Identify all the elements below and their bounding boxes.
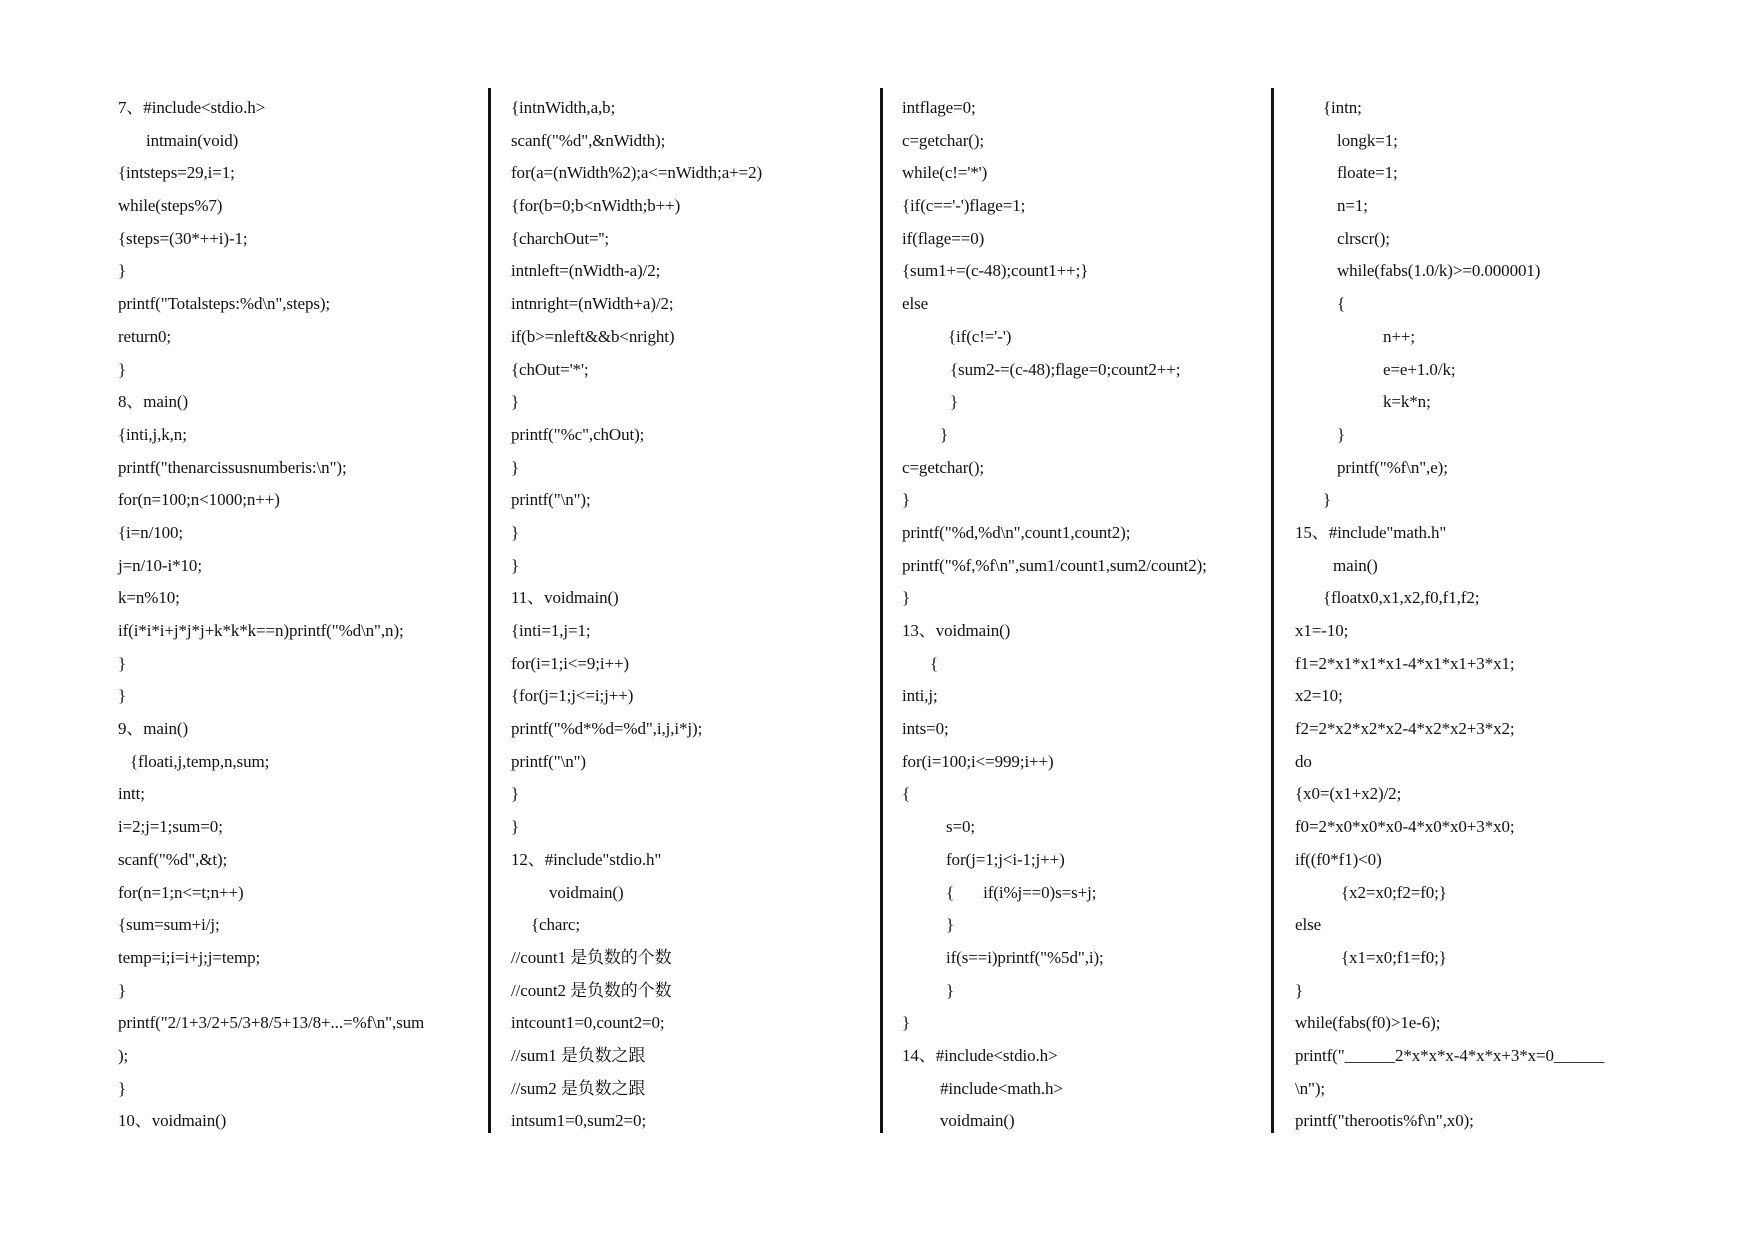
code-line: {sum1+=(c-48);count1++;} (902, 261, 1089, 281)
code-line: #include<math.h> (940, 1078, 1063, 1098)
code-line: } (950, 392, 959, 412)
code-line: {x1=x0;f1=f0;} (1341, 947, 1447, 967)
code-line: {steps=(30*++i)-1; (118, 228, 248, 248)
code-line: } (902, 1013, 911, 1033)
code-line: 7、#include<stdio.h> (118, 98, 266, 117)
code-line: for(i=100;i<=999;i++) (902, 751, 1054, 771)
code-line: {inti,j,k,n; (118, 424, 187, 444)
code-line: } (511, 522, 520, 542)
code-line: } (946, 980, 955, 1000)
code-line: 10、voidmain() (118, 1111, 227, 1131)
code-line: //count2 是负数的个数 (511, 980, 672, 1000)
code-line: } (511, 392, 520, 412)
code-line: printf("%c",chOut); (511, 424, 645, 444)
code-line: n=1; (1337, 196, 1368, 216)
code-line: } (118, 261, 127, 281)
code-line: 13、voidmain() (902, 621, 1011, 640)
code-line: else (902, 294, 929, 314)
code-line: printf("______2*x*x*x-4*x*x+3*x=0______ (1295, 1045, 1605, 1065)
code-line: printf("therootis%f\n",x0); (1295, 1111, 1474, 1131)
code-line: for(j=1;j<i-1;j++) (946, 849, 1065, 869)
code-line: for(n=100;n<1000;n++) (118, 490, 280, 510)
code-line: x2=10; (1295, 686, 1343, 706)
code-line: \n"); (1295, 1078, 1326, 1098)
code-line: return0; (118, 326, 172, 346)
code-line: 11、voidmain() (511, 588, 619, 608)
code-line: scanf("%d",&t); (118, 849, 228, 869)
code-line: 12、#include"stdio.h" (511, 849, 662, 869)
code-line: {floatx0,x1,x2,f0,f1,f2; (1323, 588, 1480, 608)
column-divider (1271, 88, 1274, 1133)
code-line: ints=0; (902, 719, 949, 739)
code-line: //sum1 是负数之跟 (511, 1045, 646, 1065)
code-line: {floati,j,temp,n,sum; (130, 751, 270, 771)
code-line: k=k*n; (1383, 392, 1431, 412)
code-line: {sum=sum+i/j; (118, 915, 220, 935)
code-line: {for(b=0;b<nWidth;b++) (511, 196, 681, 216)
code-line: n++; (1383, 326, 1415, 346)
code-line: intflage=0; (902, 98, 976, 117)
code-line: i=2;j=1;sum=0; (118, 817, 223, 837)
code-line: clrscr(); (1337, 228, 1390, 248)
code-column-4 (1295, 92, 1685, 1132)
code-line: { (1337, 294, 1346, 314)
code-line: else (1295, 915, 1322, 935)
code-line: for(a=(nWidth%2);a<=nWidth;a+=2) (511, 163, 763, 183)
code-line: //sum2 是负数之跟 (511, 1078, 646, 1098)
code-line: { (930, 653, 939, 673)
code-line: e=e+1.0/k; (1383, 359, 1456, 379)
code-line: {x0=(x1+x2)/2; (1295, 784, 1402, 804)
code-line: if(s==i)printf("%5d",i); (946, 947, 1104, 967)
code-line: for(n=1;n<=t;n++) (118, 882, 244, 902)
code-line: } (118, 1078, 127, 1098)
code-line: printf("\n") (511, 751, 586, 771)
code-line: for(i=1;i<=9;i++) (511, 653, 629, 673)
code-line: if((f0*f1)<0) (1295, 849, 1382, 869)
code-line: intmain(void) (146, 130, 239, 150)
code-line: { (902, 784, 911, 804)
column-divider (880, 88, 883, 1133)
code-line: c=getchar(); (902, 457, 984, 477)
code-line: printf("%d*%d=%d",i,j,i*j); (511, 719, 703, 739)
code-line: {chOut='*'; (511, 359, 589, 379)
code-line: s=0; (946, 817, 976, 837)
code-line: } (118, 980, 127, 1000)
code-line: } (511, 784, 520, 804)
code-line: j=n/10-i*10; (118, 555, 202, 575)
code-column-1 (118, 92, 490, 1132)
code-line: if(b>=nleft&&b<nright) (511, 326, 675, 346)
code-line: intnright=(nWidth+a)/2; (511, 294, 674, 314)
code-line: 14、#include<stdio.h> (902, 1045, 1058, 1065)
code-line: 8、main() (118, 392, 189, 412)
code-line: 15、#include"math.h" (1295, 522, 1447, 542)
code-line: } (118, 686, 127, 706)
code-line: f2=2*x2*x2*x2-4*x2*x2+3*x2; (1295, 719, 1515, 739)
code-line: scanf("%d",&nWidth); (511, 130, 666, 150)
code-line: {for(j=1;j<=i;j++) (511, 686, 634, 706)
code-line: intcount1=0,count2=0; (511, 1013, 665, 1033)
code-line: //count1 是负数的个数 (511, 947, 672, 967)
code-line: while(steps%7) (118, 196, 223, 216)
code-column-2 (511, 92, 883, 1132)
code-line: } (1323, 490, 1332, 510)
code-line: } (118, 653, 127, 673)
code-line: {sum2-=(c-48);flage=0;count2++; (950, 359, 1181, 379)
code-line: {intn; (1323, 98, 1362, 117)
code-line: {intnWidth,a,b; (511, 98, 616, 117)
code-line: } (118, 359, 127, 379)
code-line: inti,j; (902, 686, 938, 706)
code-line: printf("%f,%f\n",sum1/count1,sum2/count2); (902, 555, 1207, 575)
code-line: {charc; (531, 915, 580, 935)
code-line: printf("%d,%d\n",count1,count2); (902, 522, 1131, 542)
code-line: f0=2*x0*x0*x0-4*x0*x0+3*x0; (1295, 817, 1515, 837)
code-line: intt; (118, 784, 145, 804)
code-line: {if(c!='-') (948, 326, 1012, 346)
code-line: intnleft=(nWidth-a)/2; (511, 261, 661, 281)
code-line: temp=i;i=i+j;j=temp; (118, 947, 261, 967)
code-line: do (1295, 751, 1312, 771)
code-line: } (511, 457, 520, 477)
code-line: c=getchar(); (902, 130, 984, 150)
code-line: floate=1; (1337, 163, 1398, 183)
code-line: f1=2*x1*x1*x1-4*x1*x1+3*x1; (1295, 653, 1515, 673)
code-line: {if(c=='-')flage=1; (902, 196, 1026, 216)
column-divider (488, 88, 491, 1133)
code-line: ); (118, 1045, 129, 1065)
code-line: } (511, 817, 520, 837)
code-line: {charchOut=''; (511, 228, 609, 248)
code-line: {intsteps=29,i=1; (118, 163, 235, 183)
code-line: printf("\n"); (511, 490, 591, 510)
code-line: {i=n/100; (118, 522, 184, 542)
code-line: printf("thenarcissusnumberis:\n"); (118, 457, 347, 477)
code-line: } (946, 915, 955, 935)
code-line: } (1295, 980, 1304, 1000)
code-line: k=n%10; (118, 588, 180, 608)
code-line: main() (1333, 555, 1378, 575)
code-line: } (1337, 424, 1346, 444)
code-line: while(c!='*') (902, 163, 988, 183)
code-column-3 (902, 92, 1274, 1132)
code-line: if(flage==0) (902, 228, 985, 248)
code-line: } (902, 490, 911, 510)
code-line: printf("2/1+3/2+5/3+8/5+13/8+...=%f\n",sum (118, 1013, 425, 1033)
code-line: printf("%f\n",e); (1337, 457, 1448, 477)
code-line: while(fabs(1.0/k)>=0.000001) (1337, 261, 1541, 281)
code-line: { if(i%j==0)s=s+j; (946, 882, 1097, 902)
code-line: if(i*i*i+j*j*j+k*k*k==n)printf("%d\n",n); (118, 621, 404, 640)
code-line: printf("Totalsteps:%d\n",steps); (118, 294, 331, 314)
code-line: intsum1=0,sum2=0; (511, 1111, 647, 1131)
code-line: longk=1; (1337, 130, 1398, 150)
code-line: } (940, 424, 949, 444)
code-line: {x2=x0;f2=f0;} (1341, 882, 1447, 902)
code-line: while(fabs(f0)>1e-6); (1295, 1013, 1441, 1033)
code-line: x1=-10; (1295, 621, 1349, 640)
code-line: 9、main() (118, 719, 189, 739)
code-line: voidmain() (549, 882, 624, 902)
code-line: } (902, 588, 911, 608)
code-line: voidmain() (940, 1111, 1015, 1131)
code-line: {inti=1,j=1; (511, 621, 591, 640)
code-line: } (511, 555, 520, 575)
